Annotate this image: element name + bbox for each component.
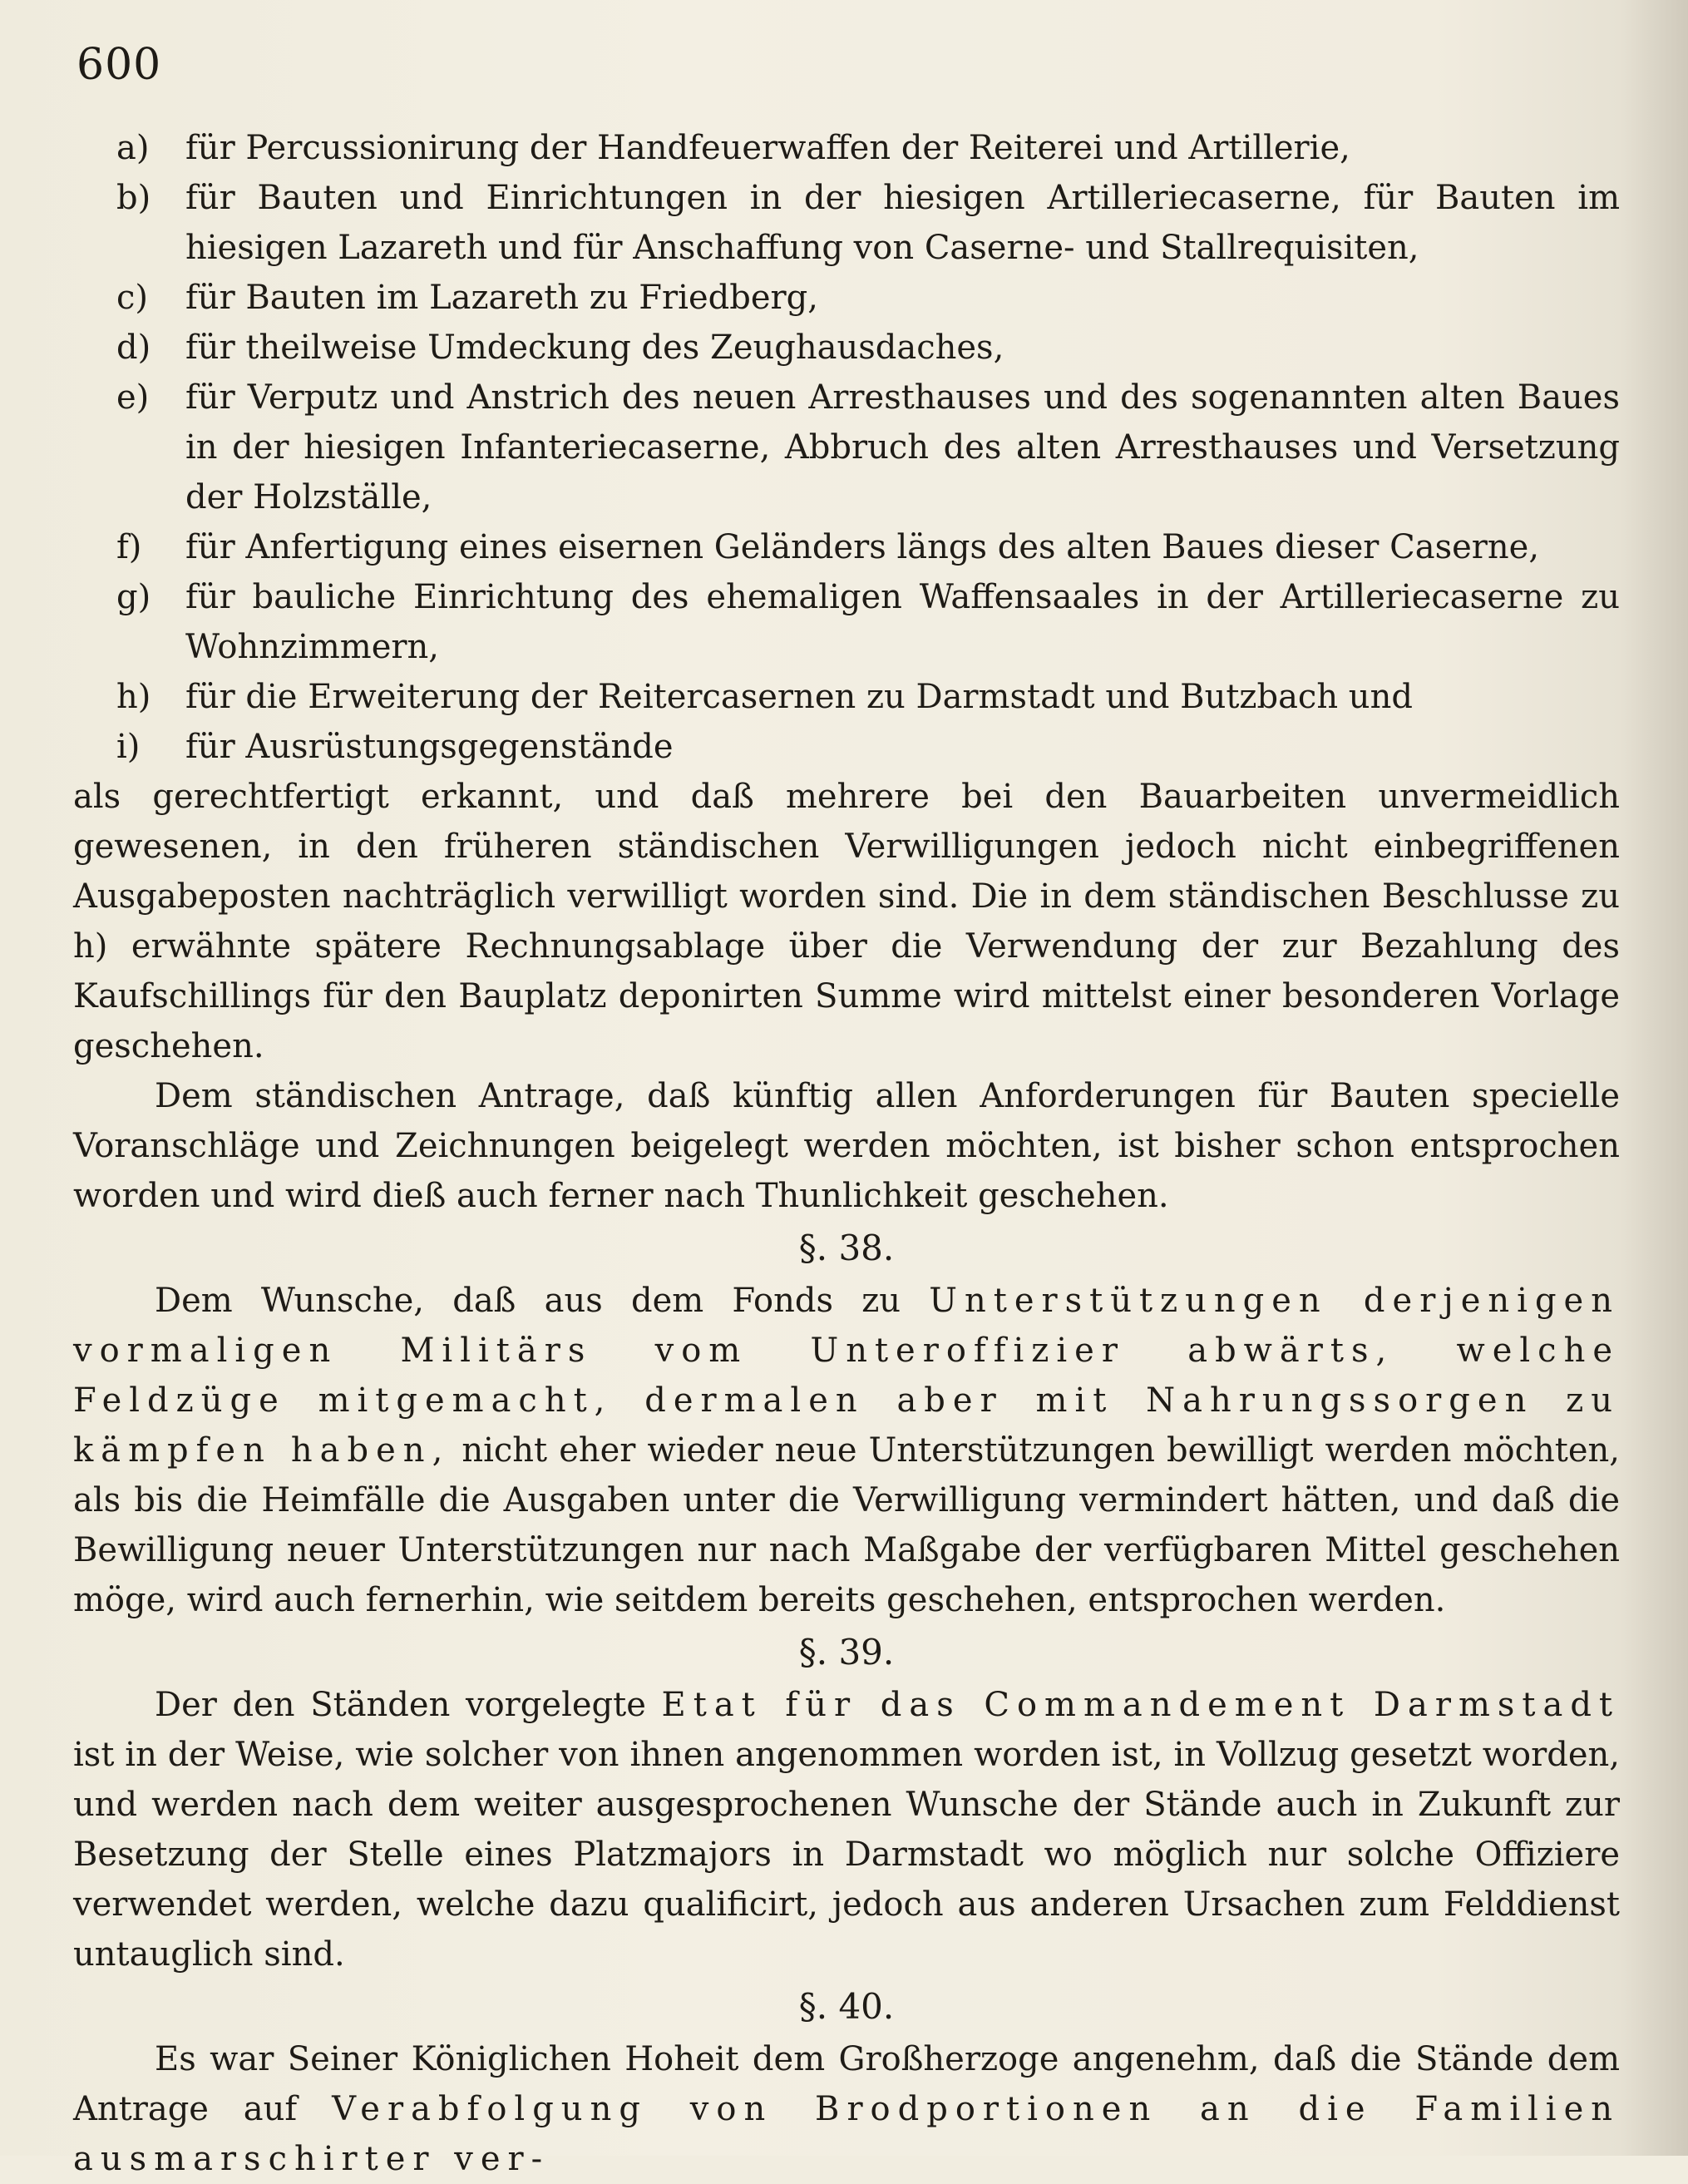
section-40-text-emphasis: Verabfolgung von Brodportionen an die Familien ausmarschirter ver- <box>73 2090 1621 2178</box>
list-item-label: c) <box>116 279 149 317</box>
list-item-text: für bauliche Einrichtung des ehemaligen Waffensaales in der Artilleriecaserne zu Wohnzimmern, <box>185 578 1620 666</box>
list-item-text: für die Erweiterung der Reitercasernen zu Darmstadt und Butzbach und <box>185 678 1413 716</box>
list-item <box>73 123 1620 173</box>
list-item-label: a) <box>116 129 150 167</box>
list-item-text: für theilweise Umdeckung des Zeughausdaches, <box>185 329 1004 367</box>
section-38-text <box>73 1276 1620 1625</box>
list-item-text: für Verputz und Anstrich des neuen Arresthauses und des sogenannten alten Baues in der hiesigen Infanteriecaserne, Abbruch des alten Arresthauses und Versetzung der Holzställe, <box>185 378 1620 516</box>
list-item <box>73 522 1620 572</box>
list-item <box>73 722 1620 772</box>
list-item-label: d) <box>116 329 151 367</box>
section-heading-38: §. 38. <box>798 1228 895 1268</box>
list-item-label: h) <box>116 678 151 716</box>
list-item-label: i) <box>116 728 141 766</box>
list-item-label: b) <box>116 179 151 217</box>
section-40-text <box>73 2034 1620 2184</box>
list-item <box>73 323 1620 373</box>
list-item-text: für Ausrüstungsgegenstände <box>185 728 674 766</box>
list-item-text: für Percussionirung der Handfeuerwaffen der Reiterei und Artillerie, <box>185 129 1350 167</box>
paragraph-justification: als gerechtfertigt erkannt, und daß mehrere bei den Bauarbeiten unvermeidlich gewesenen, in den früheren ständischen Verwilligungen jedoch nicht einbegriffenen Ausgabeposten nachträglich verwilligt worden sind. Die in dem ständischen Beschlusse zu h) erwähnte spätere Rechnungsablage über die Verwendung der zur Bezahlung des Kaufschillings für den Bauplatz deponirten Summe wird mittelst einer besonderen Vorlage geschehen. <box>73 778 1620 1065</box>
section-40-text-start: Es war Seiner Königlichen Hoheit dem Großherzoge angenehm, daß die Stände dem Antrage auf <box>73 2040 1620 2128</box>
section-39-text <box>73 1680 1620 1979</box>
list-item <box>73 173 1620 273</box>
list-item-label: f) <box>116 528 142 566</box>
page-content <box>73 123 1620 2184</box>
paragraph-estimates: Dem ständischen Antrage, daß künftig allen Anforderungen für Bauten specielle Voranschläge und Zeichnungen beigelegt werden möchten, ist bisher schon entsprochen worden und wird dieß auch ferner nach Thunlichkeit geschehen. <box>73 1077 1620 1215</box>
section-39-text-end: ist in der Weise, wie solcher von ihnen angenommen worden ist, in Vollzug gesetzt worden, und werden nach dem weiter ausgesprochenen Wunsche der Stände auch in Zukunft zur Besetzung der Stelle eines Platzmajors in Darmstadt wo möglich nur solche Offiziere verwendet werden, welche dazu qualificirt, jedoch aus anderen Ursachen zum Felddienst untauglich sind. <box>73 1736 1620 1974</box>
section-heading-39: §. 39. <box>798 1632 895 1673</box>
section-39-text-emphasis: Etat für das Commandement Darmstadt <box>661 1686 1620 1724</box>
section-38-text-emphasis: Unterstützungen derjenigen vormaligen Militärs vom Unteroffizier abwärts, welche Feldzüge mitgemacht, dermalen aber mit Nahrungssorgen zu kämpfen haben, <box>73 1282 1620 1470</box>
list-item <box>73 273 1620 323</box>
list-item <box>73 373 1620 522</box>
section-38-text-start: Dem Wunsche, daß aus dem Fonds zu <box>155 1282 930 1320</box>
list-item-text: für Anfertigung eines eisernen Geländers längs des alten Baues dieser Caserne, <box>185 528 1540 566</box>
page-number: 600 <box>77 40 162 90</box>
list-item-label: e) <box>116 378 150 417</box>
list-item-text: für Bauten im Lazareth zu Friedberg, <box>185 279 818 317</box>
section-heading-40: §. 40. <box>798 1986 895 2027</box>
section-38-text-end: nicht eher wieder neue Unterstützungen bewilligt werden möchten, als bis die Heimfälle die Ausgaben unter die Verwilligung vermindert hätten, und daß die Bewilligung neuer Unterstützungen nur nach Maßgabe der verfügbaren Mittel geschehen möge, wird auch fernerhin, wie seitdem bereits geschehen, entsprochen werden. <box>73 1431 1620 1619</box>
list-item-label: g) <box>116 578 151 616</box>
list-item-text: für Bauten und Einrichtungen in der hiesigen Artilleriecaserne, für Bauten im hiesigen Lazareth und für Anschaffung von Caserne- und Stallrequisiten, <box>185 179 1620 267</box>
list-item <box>73 672 1620 722</box>
list-item <box>73 572 1620 672</box>
section-39-text-start: Der den Ständen vorgelegte <box>155 1686 662 1724</box>
expense-list <box>73 123 1620 772</box>
